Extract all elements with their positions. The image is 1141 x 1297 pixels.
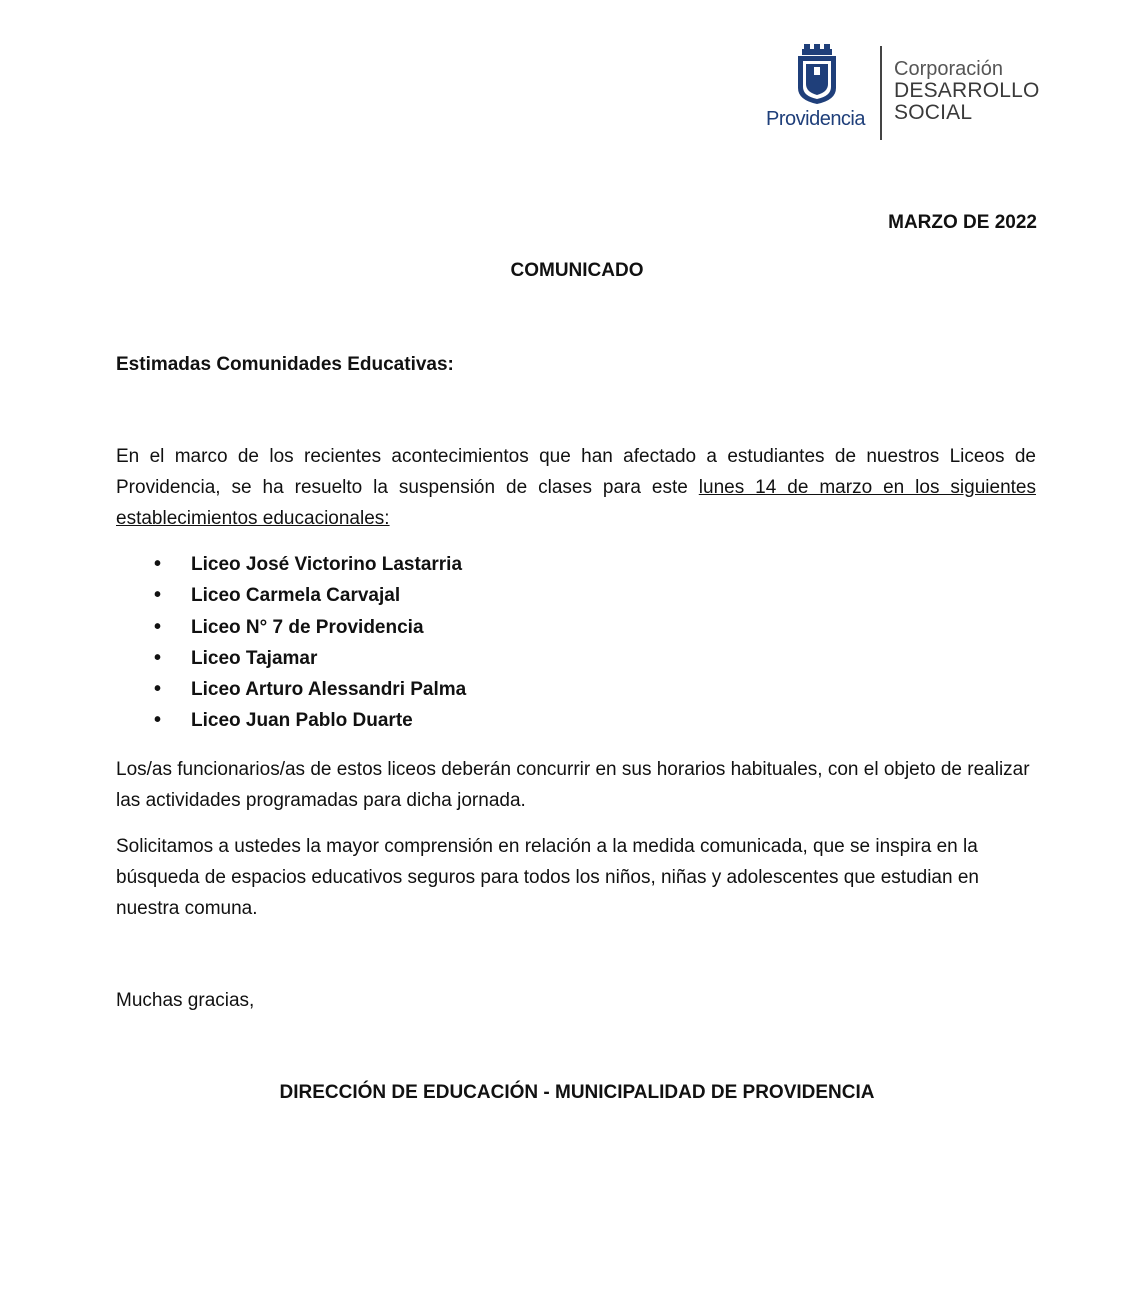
providencia-crest-icon xyxy=(792,44,842,106)
school-name: Liceo José Victorino Lastarria xyxy=(191,554,463,575)
bullet-icon: • xyxy=(154,584,162,607)
logo-line-2: DESARROLLO xyxy=(894,79,1040,102)
list-item xyxy=(116,549,466,580)
paragraph-announcement-underlined: lunes 14 de marzo en los siguientes establecimientos educacionales: xyxy=(116,477,1036,529)
school-name: Liceo Juan Pablo Duarte xyxy=(191,710,413,732)
logo-line-1: Corporación xyxy=(894,58,1003,80)
bullet-icon: • xyxy=(154,615,162,638)
closing-line: Muchas gracias, xyxy=(116,990,255,1011)
bullet-icon: • xyxy=(154,646,162,669)
paragraph-staff: Los/as funcionarios/as de estos liceos deberán concurrir en sus horarios habituales, con el objeto de realizar las actividades programadas para dicha jornada. xyxy=(116,759,1030,811)
paragraph-announcement-text: En el marco de los recientes acontecimientos que han afectado a estudiantes de nuestros Liceos de Providencia, se ha resuelto la suspensión de clases para este xyxy=(116,446,1036,498)
logo-corporacion-text xyxy=(894,58,1040,124)
logo-providencia-name: Providencia xyxy=(766,108,866,130)
document-date: MARZO DE 2022 xyxy=(888,212,1037,233)
school-name: Liceo Carmela Carvajal xyxy=(191,585,401,607)
list-item xyxy=(116,705,466,736)
list-item xyxy=(116,643,466,674)
paragraph-request: Solicitamos a ustedes la mayor comprensión en relación a la medida comunicada, que se inspira en la búsqueda de espacios educativos seguros para todos los niños, niñas y adolescentes que estudian en nuestra comuna. xyxy=(116,836,979,919)
header-logo xyxy=(762,40,1042,144)
list-item xyxy=(116,674,466,705)
bullet-icon: • xyxy=(154,553,162,575)
school-name: Liceo N° 7 de Providencia xyxy=(191,616,424,638)
bullet-icon: • xyxy=(154,678,162,701)
school-name: Liceo Tajamar xyxy=(191,647,318,669)
school-name: Liceo Arturo Alessandri Palma xyxy=(191,679,467,701)
schools-list xyxy=(116,549,466,737)
signature: DIRECCIÓN DE EDUCACIÓN - MUNICIPALIDAD DE PROVIDENCIA xyxy=(279,1082,875,1103)
bullet-icon: • xyxy=(154,709,162,732)
list-item xyxy=(116,612,466,643)
logo-line-3: SOCIAL xyxy=(894,101,973,124)
salutation: Estimadas Comunidades Educativas: xyxy=(116,354,454,375)
paragraph-announcement xyxy=(116,441,1036,534)
logo-divider xyxy=(880,46,882,140)
list-item xyxy=(116,580,466,611)
document-heading: COMUNICADO xyxy=(510,260,644,281)
